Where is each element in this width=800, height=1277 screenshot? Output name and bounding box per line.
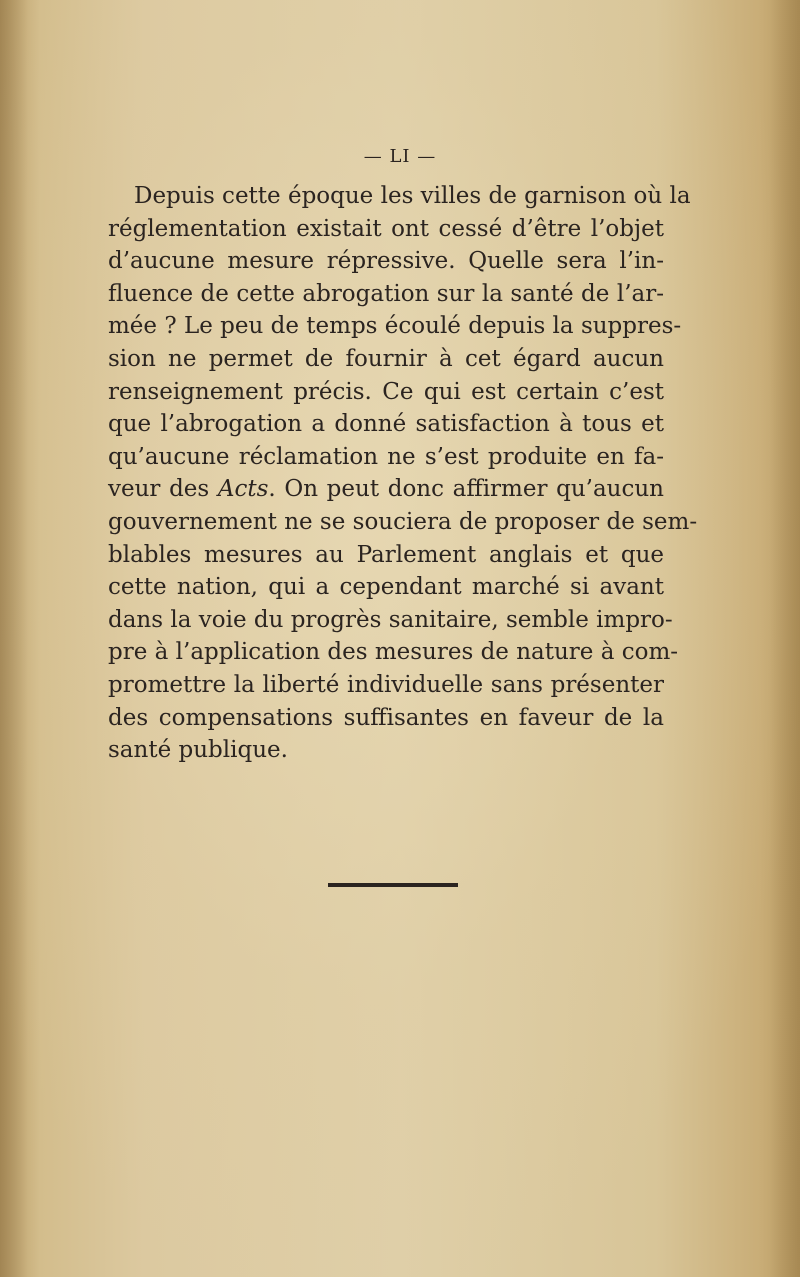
body-paragraph xyxy=(108,180,698,767)
text-line: dans la voie du progrès sanitaire, semble impro- xyxy=(108,606,673,633)
text-line: cette nation, qui a cependant marché si avant xyxy=(108,574,664,601)
text-line: promettre la liberté individuelle sans présenter xyxy=(108,671,664,698)
text-line: pre à l’application des mesures de nature à com- xyxy=(108,639,679,666)
text-line: renseignement précis. Ce qui est certain c’est xyxy=(108,378,664,405)
text-line: veur des Acts. On peut donc affirmer qu’aucun xyxy=(108,476,664,503)
page-number-header: — LI — xyxy=(363,146,437,167)
text-line: des compensations suffisantes en faveur de la xyxy=(108,704,664,731)
text-line: sion ne permet de fournir à cet égard aucun xyxy=(108,345,664,372)
page-right-edge-shadow xyxy=(770,0,800,1277)
text-line: réglementation existait ont cessé d’être l’objet xyxy=(108,215,664,242)
text-line: qu’aucune réclamation ne s’est produite en fa- xyxy=(108,443,664,470)
text-line: mée ? Le peu de temps écoulé depuis la suppres- xyxy=(108,313,682,340)
text-line: fluence de cette abrogation sur la santé de l’ar- xyxy=(108,280,664,307)
section-end-rule xyxy=(328,883,458,887)
text-line: que l’abrogation a donné satisfaction à tous et xyxy=(108,411,664,438)
text-line: blables mesures au Parlement anglais et que xyxy=(108,541,664,568)
text-line: gouvernement ne se souciera de proposer de sem- xyxy=(108,508,698,535)
page-left-edge-shadow xyxy=(0,0,28,1277)
text-line: d’aucune mesure répressive. Quelle sera l’in- xyxy=(108,248,664,275)
text-line: Depuis cette époque les villes de garnison où la xyxy=(134,183,691,209)
text-line: santé publique. xyxy=(108,737,288,764)
